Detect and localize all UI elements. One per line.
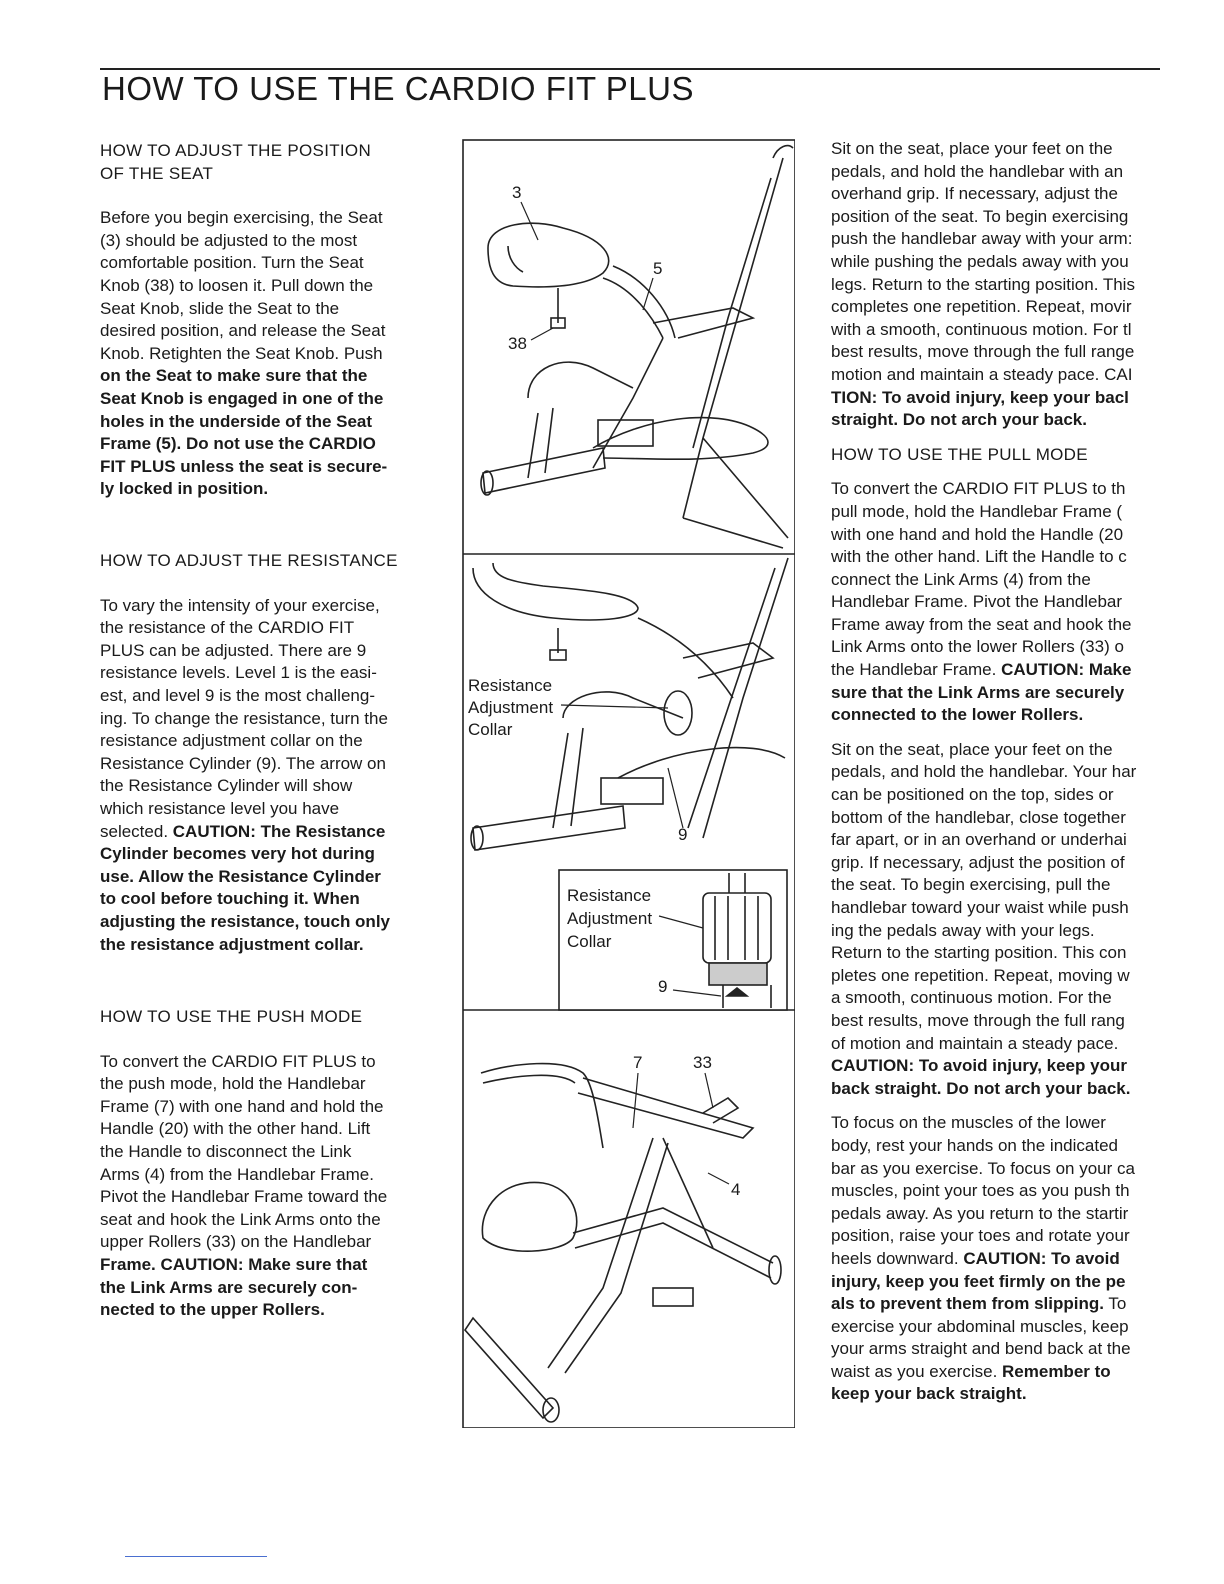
seat-body-line: comfortable position. Turn the Seat bbox=[100, 253, 364, 273]
leader-line bbox=[708, 1173, 729, 1184]
resistance-body-line: PLUS can be adjusted. There are 9 bbox=[100, 640, 367, 660]
main-frame bbox=[575, 1223, 771, 1278]
front-loop bbox=[618, 748, 785, 778]
pull-cont-line: pletes one repetition. Repeat, moving w bbox=[831, 965, 1130, 985]
resistance-body-line: est, and level 9 is the most challeng- bbox=[100, 685, 375, 705]
resistance-body-line: the resistance of the CARDIO FIT bbox=[100, 618, 355, 638]
illustration-panel bbox=[453, 138, 795, 1428]
seat-shape bbox=[482, 1182, 576, 1251]
seat-shape bbox=[473, 563, 638, 620]
seat-body-line: Before you begin exercising, the Seat bbox=[100, 208, 383, 228]
rear-stabilizer bbox=[483, 448, 605, 493]
pull-body-line: with one hand and hold the Handle (20 bbox=[831, 524, 1124, 544]
handlebar-tube bbox=[683, 158, 783, 518]
push-cont-line: completes one repetition. Repeat, movir bbox=[831, 297, 1132, 317]
handlebar-frame-number-label: 7 bbox=[633, 1053, 643, 1072]
pull-cont-line: can be positioned on the top, sides or bbox=[831, 785, 1114, 805]
push-cont-line: best results, move through the full range bbox=[831, 342, 1135, 362]
seat-heading-line1: HOW TO ADJUST THE POSITION bbox=[100, 141, 372, 160]
push-body-line: Frame (7) with one hand and hold the bbox=[100, 1096, 384, 1116]
seat-caution-line: Frame (5). Do not use the CARDIO bbox=[100, 434, 376, 454]
muscles-mixed-line bbox=[831, 1248, 1221, 1271]
rear-leg bbox=[565, 1143, 668, 1373]
seat-body-line: Seat Knob, slide the Seat to the bbox=[100, 298, 340, 318]
muscles-body-line: bar as you exercise. To focus on your ca bbox=[831, 1158, 1135, 1178]
muscles-body2-line: your arms straight and bend back at the bbox=[831, 1339, 1131, 1359]
pull-cont-line: ing the pedals away with your legs. bbox=[831, 920, 1095, 940]
push-body-line: upper Rollers (33) on the Handlebar bbox=[100, 1232, 372, 1252]
muscles-body-line: muscles, point your toes as you push th bbox=[831, 1181, 1130, 1201]
stabilizer-cap bbox=[471, 826, 483, 850]
seat-frame-tube bbox=[603, 278, 663, 338]
seat-body-line: (3) should be adjusted to the most bbox=[100, 230, 358, 250]
pull-cont-line: grip. If necessary, adjust the position of bbox=[831, 852, 1125, 872]
push-section bbox=[100, 1006, 430, 1322]
pull-caution-line: sure that the Link Arms are securely bbox=[831, 682, 1125, 702]
muscles-mixed3-bold: Remember to bbox=[1002, 1361, 1111, 1381]
pull-cont-line: the seat. To begin exercising, pull the bbox=[831, 875, 1111, 895]
front-loop bbox=[593, 418, 768, 460]
page-title: HOW TO USE THE CARDIO FIT PLUS bbox=[102, 70, 694, 107]
muscles-mixed2-bold: als to prevent them from slipping. bbox=[831, 1294, 1104, 1314]
resistance-body-line: resistance adjustment collar on the bbox=[100, 731, 363, 751]
leader-line bbox=[531, 328, 553, 340]
pull-body-line: Frame away from the seat and hook the bbox=[831, 614, 1132, 634]
pull-caution2-line: CAUTION: To avoid injury, keep your bbox=[831, 1056, 1127, 1076]
seat-detail bbox=[508, 246, 523, 272]
roller-bracket bbox=[653, 308, 753, 338]
seat-caution-line: holes in the underside of the Seat bbox=[100, 411, 373, 431]
push-body-line: the Handle to disconnect the Link bbox=[100, 1141, 352, 1161]
push-body-line: Handle (20) with the other hand. Lift bbox=[100, 1119, 371, 1139]
stabilizer-cap bbox=[481, 471, 493, 495]
push-cont-line: legs. Return to the starting position. This bbox=[831, 274, 1135, 294]
inset-label-line3: Collar bbox=[567, 932, 612, 951]
resistance-caution-line: adjusting the resistance, touch only bbox=[100, 911, 390, 931]
push-heading: HOW TO USE THE PUSH MODE bbox=[100, 1007, 363, 1026]
pull-cont-line: handlebar toward your waist while push bbox=[831, 898, 1129, 917]
push-body-line: To convert the CARDIO FIT PLUS to bbox=[100, 1051, 376, 1071]
right-column bbox=[831, 138, 1221, 1406]
footer-rule bbox=[125, 1556, 267, 1557]
stabilizer-cap bbox=[769, 1256, 781, 1284]
resistance-mixed-bold: CAUTION: The Resistance bbox=[172, 821, 386, 841]
pull-cont-line: a smooth, continuous motion. For the bbox=[831, 988, 1112, 1008]
inset-cylinder-number-label: 9 bbox=[658, 977, 668, 996]
muscles-body-line: body, rest your hands on the indicated bbox=[831, 1135, 1118, 1155]
resistance-caution-line: Cylinder becomes very hot during bbox=[100, 844, 375, 864]
inset-label-line2: Adjustment bbox=[567, 909, 653, 928]
handlebar-shape bbox=[483, 1075, 575, 1083]
pedal-shape bbox=[598, 420, 653, 446]
push-cont-line: motion and maintain a steady pace. CAI bbox=[831, 364, 1133, 384]
resistance-caution-line: the resistance adjustment collar. bbox=[100, 934, 364, 954]
pull-body-line: Handlebar Frame. Pivot the Handlebar bbox=[831, 592, 1123, 612]
pedal-shape bbox=[601, 778, 663, 804]
resistance-section bbox=[100, 550, 430, 956]
handlebar-shape bbox=[481, 1064, 603, 1148]
roller-bracket bbox=[703, 1098, 738, 1123]
rear-leg bbox=[528, 408, 553, 478]
handlebar-tube bbox=[688, 568, 775, 828]
push-cont-line: push the handlebar away with your arm: bbox=[831, 229, 1133, 249]
seat-frame-number-label: 5 bbox=[653, 259, 663, 278]
resistance-caution-line: use. Allow the Resistance Cylinder bbox=[100, 866, 381, 886]
handlebar-tube bbox=[703, 558, 788, 838]
muscles-mixed-bold: CAUTION: To avoid bbox=[963, 1248, 1120, 1268]
muscles-mixed3-line bbox=[831, 1361, 1221, 1384]
push-body-line: Pivot the Handlebar Frame toward the bbox=[100, 1187, 388, 1207]
cylinder-number-label: 9 bbox=[678, 825, 688, 844]
pull-cont-line: best results, move through the full rang bbox=[831, 1010, 1125, 1030]
resistance-heading: HOW TO ADJUST THE RESISTANCE bbox=[100, 551, 398, 570]
resistance-body-line: the Resistance Cylinder will show bbox=[100, 776, 353, 796]
pull-cont-line: bottom of the handlebar, close together bbox=[831, 807, 1126, 827]
pull-caution-line: connected to the lower Rollers. bbox=[831, 705, 1084, 725]
seat-body-line: Knob (38) to loosen it. Pull down the bbox=[100, 275, 374, 295]
resistance-mixed-plain: selected. bbox=[100, 821, 173, 841]
resistance-body-line: Resistance Cylinder (9). The arrow on bbox=[100, 753, 386, 773]
rear-stabilizer bbox=[473, 806, 625, 850]
push-caution-line: Frame. CAUTION: Make sure that bbox=[100, 1254, 368, 1274]
rollers-number-label: 33 bbox=[693, 1053, 712, 1072]
pull-mixed-line bbox=[831, 659, 1221, 682]
push-cont-caution-line: straight. Do not arch your back. bbox=[831, 410, 1087, 430]
muscles-caution-line: injury, keep you feet firmly on the pe bbox=[831, 1271, 1126, 1291]
muscles-body2-line: exercise your abdominal muscles, keep bbox=[831, 1316, 1129, 1336]
pull-mixed-plain: the Handlebar Frame. bbox=[831, 660, 1002, 680]
pull-cont-line: pedals, and hold the handlebar. Your har bbox=[831, 762, 1137, 782]
resistance-label-line2: Adjustment bbox=[468, 698, 554, 717]
push-body-line: Arms (4) from the Handlebar Frame. bbox=[100, 1164, 374, 1184]
leader-line bbox=[705, 1073, 713, 1108]
leader-line bbox=[668, 768, 683, 828]
link-arm bbox=[663, 1138, 713, 1248]
level-scale bbox=[709, 963, 767, 985]
handlebar-frame-shape bbox=[578, 1078, 753, 1138]
push-cont-line: pedals, and hold the handlebar with an bbox=[831, 161, 1124, 181]
muscles-body-line: To focus on the muscles of the lower bbox=[831, 1113, 1106, 1133]
push-cont-caution-line: TION: To avoid injury, keep your bacl bbox=[831, 387, 1129, 407]
seat-body-line: Knob. Retighten the Seat Knob. Push bbox=[100, 343, 383, 363]
push-cont-line: with a smooth, continuous motion. For tl bbox=[831, 319, 1132, 339]
rear-stabilizer bbox=[465, 1318, 553, 1418]
resistance-caution-line: to cool before touching it. When bbox=[100, 889, 360, 909]
muscles-body-line: pedals away. As you return to the startir bbox=[831, 1203, 1129, 1223]
resistance-body-line: To vary the intensity of your exercise, bbox=[100, 595, 380, 615]
pull-body-line: with the other hand. Lift the Handle to c bbox=[831, 547, 1127, 567]
seat-shape bbox=[488, 223, 609, 287]
inset-label-line1: Resistance bbox=[567, 886, 652, 905]
pedal-shape bbox=[653, 1288, 693, 1306]
rear-frame-arc bbox=[528, 362, 633, 398]
left-column bbox=[100, 140, 430, 501]
seat-number-label: 3 bbox=[512, 183, 522, 202]
pull-body-line: Link Arms onto the lower Rollers (33) o bbox=[831, 637, 1124, 657]
seat-knob-number-label: 38 bbox=[508, 334, 527, 353]
leader-line bbox=[521, 202, 538, 240]
seat-body-line: desired position, and release the Seat bbox=[100, 321, 386, 341]
resistance-body-line: ing. To change the resistance, turn the bbox=[100, 708, 388, 728]
resistance-label-line3: Collar bbox=[468, 720, 513, 739]
resistance-body-line: which resistance level you have bbox=[100, 798, 340, 818]
pull-cont-line: Sit on the seat, place your feet on the bbox=[831, 739, 1113, 759]
link-arms-number-label: 4 bbox=[731, 1180, 741, 1199]
push-cont-line: position of the seat. To begin exercising bbox=[831, 206, 1129, 226]
resistance-cylinder-shape bbox=[664, 691, 692, 735]
pull-cont-line: of motion and maintain a steady pace. bbox=[831, 1033, 1119, 1053]
pull-heading: HOW TO USE THE PULL MODE bbox=[831, 444, 1088, 464]
pull-body-line: To convert the CARDIO FIT PLUS to th bbox=[831, 479, 1126, 499]
muscles-end-line: keep your back straight. bbox=[831, 1384, 1027, 1404]
muscles-mixed3-plain: waist as you exercise. bbox=[831, 1361, 1003, 1381]
rear-leg bbox=[548, 1138, 653, 1368]
seat-panel-drawing bbox=[481, 146, 793, 548]
roller-bracket bbox=[683, 643, 773, 678]
exercise-bike-illustration bbox=[453, 138, 795, 1428]
resistance-body-line: resistance levels. Level 1 is the easi- bbox=[100, 663, 377, 683]
handlebar-top bbox=[773, 146, 793, 158]
pull-mixed-bold: CAUTION: Make bbox=[1001, 660, 1132, 680]
muscles-mixed2-plain: To bbox=[1103, 1294, 1127, 1314]
pull-body-line: pull mode, hold the Handlebar Frame ( bbox=[831, 501, 1123, 521]
seat-caution-line: FIT PLUS unless the seat is secure- bbox=[100, 456, 388, 476]
seat-caution-line: ly locked in position. bbox=[100, 479, 269, 499]
pull-cont-line: far apart, or in an overhand or underhai bbox=[831, 830, 1127, 850]
push-cont-line: overhand grip. If necessary, adjust the bbox=[831, 184, 1118, 204]
push-cont-line: Sit on the seat, place your feet on the bbox=[831, 139, 1113, 158]
seat-caution-line: on the Seat to make sure that the bbox=[100, 366, 368, 386]
seat-caution-line: Seat Knob is engaged in one of the bbox=[100, 388, 384, 408]
resistance-label-line1: Resistance bbox=[468, 676, 553, 695]
pull-cont-line: Return to the starting position. This con bbox=[831, 943, 1127, 963]
push-mode-drawing bbox=[465, 1064, 781, 1422]
muscles-mixed2-line bbox=[831, 1293, 1221, 1316]
pull-caution2-line: back straight. Do not arch your back. bbox=[831, 1078, 1131, 1098]
seat-heading-line2: OF THE SEAT bbox=[100, 163, 214, 183]
main-frame bbox=[573, 1208, 773, 1263]
push-body-line: seat and hook the Link Arms onto the bbox=[100, 1209, 381, 1229]
leader-line bbox=[633, 1073, 638, 1128]
resistance-mixed-line bbox=[100, 821, 430, 844]
push-body-line: the push mode, hold the Handlebar bbox=[100, 1074, 366, 1094]
push-caution-line: nected to the upper Rollers. bbox=[100, 1300, 325, 1320]
push-caution-line: the Link Arms are securely con- bbox=[100, 1277, 358, 1297]
muscles-body-line: position, raise your toes and rotate your bbox=[831, 1226, 1130, 1246]
muscles-mixed-plain: heels downward. bbox=[831, 1248, 964, 1268]
pull-body-line: connect the Link Arms (4) from the bbox=[831, 569, 1091, 589]
seat-frame-tube bbox=[613, 266, 675, 338]
push-cont-line: while pushing the pedals away with you bbox=[831, 251, 1129, 271]
